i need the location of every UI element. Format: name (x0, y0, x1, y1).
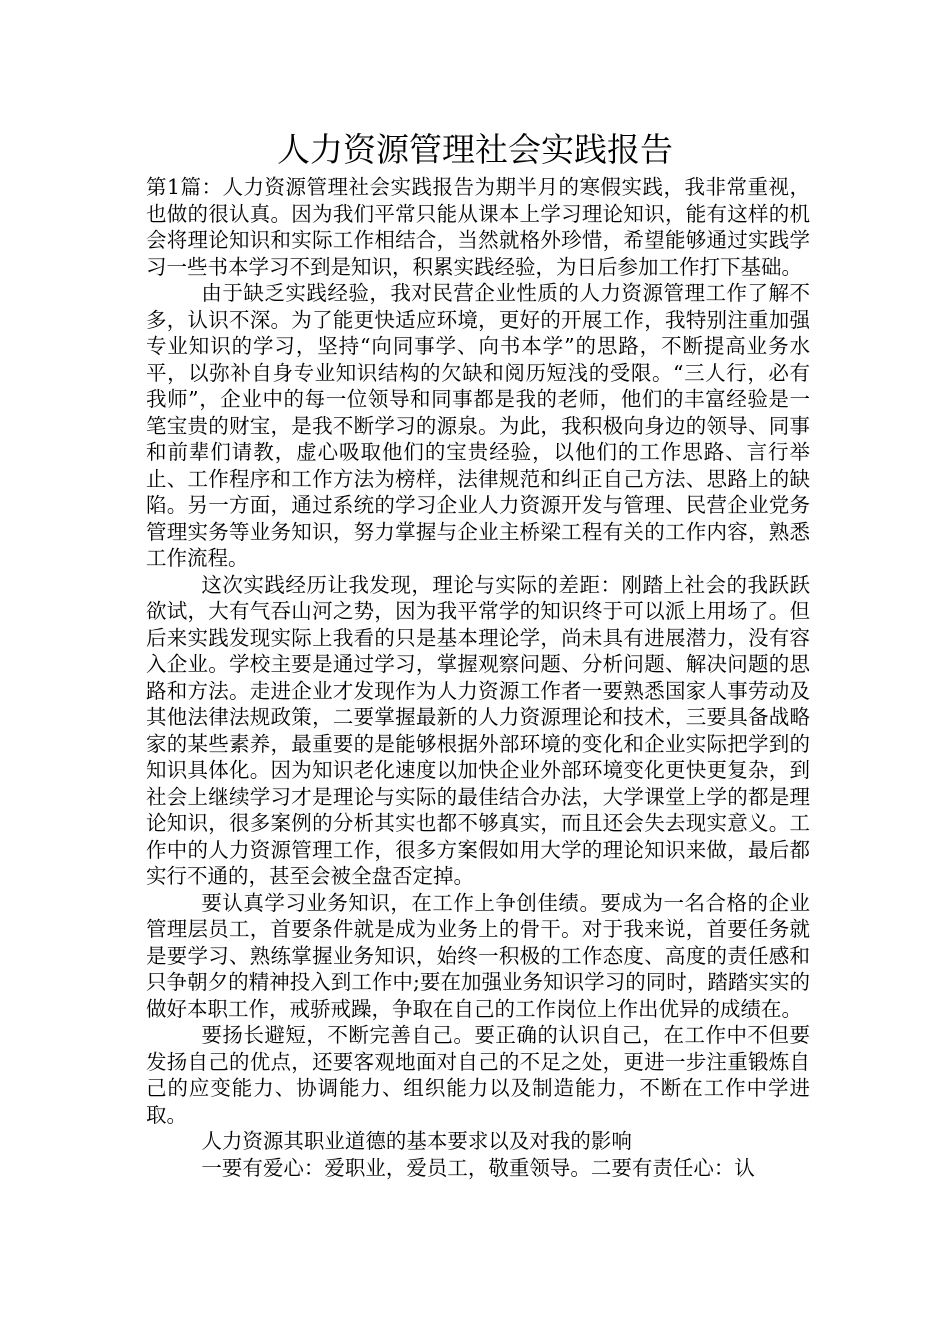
document-body (146, 174, 810, 1181)
paragraph-ethics-requirements: 一要有爱心：爱职业，爱员工，敬重领导。二要有责任心：认 (201, 1155, 755, 1180)
paragraph-learning: 由于缺乏实践经验，我对民营企业性质的人力资源管理工作了解不多，认识不深。为了能更快适应环境，更好的开展工作，我特别注重加强专业知识的学习，坚持“向同事学、向书本学”的思路，不断提高业务水平，以弥补自身专业知识结构的欠缺和阅历短浅的受限。“三人行，必有我师”，企业中的每一位领导和同事都是我的老师，他们的丰富经验是一笔宝贵的财宝，是我不断学习的源泉。为此，我积极向身边的领导、同事和前辈们请教，虚心吸取他们的宝贵经验，以他们的工作思路、言行举止、工作程序和工作方法为榜样，法律规范和纠正自己方法、思路上的缺陷。另一方面，通过系统的学习企业人力资源开发与管理、民营企业党务管理实务等业务知识，努力掌握与企业主桥梁工程有关的工作内容，熟悉工作流程。 (146, 281, 810, 570)
paragraph-ethics-heading: 人力资源其职业道德的基本要求以及对我的影响 (201, 1129, 632, 1153)
document-title: 人力资源管理社会实践报告 (277, 130, 673, 169)
paragraph-intro: 第1篇：人力资源管理社会实践报告为期半月的寒假实践，我非常重视，也做的很认真。因为我们平常只能从课本上学习理论知识，能有这样的机会将理论知识和实际工作相结合，当然就格外珍惜，希望能够通过实践学习一些书本学习不到是知识，积累实践经验，为日后参加工作打下基础。 (146, 175, 810, 279)
paragraph-self-improvement: 要扬长避短，不断完善自己。要正确的认识自己，在工作中不但要发扬自己的优点，还要客观地面对自己的不足之处，更进一步注重锻炼自己的应变能力、协调能力、组织能力以及制造能力，不断在工作中学进取。 (146, 1023, 810, 1127)
paragraph-business-knowledge: 要认真学习业务知识，在工作上争创佳绩。要成为一名合格的企业管理层员工，首要条件就是成为业务上的骨干。对于我来说，首要任务就是要学习、熟练掌握业务知识，始终一积极的工作态度、高度的责任感和只争朝夕的精神投入到工作中;要在加强业务知识学习的同时，踏踏实实的做好本职工作，戒骄戒躁，争取在自己的工作岗位上作出优异的成绩在。 (146, 890, 810, 1021)
paragraph-theory-practice-gap: 这次实践经历让我发现，理论与实际的差距：刚踏上社会的我跃跃欲试，大有气吞山河之势，因为我平常学的知识终于可以派上用场了。但后来实践发现实际上我看的只是基本理论学，尚未具有进展潜力，没有容入企业。学校主要是通过学习，掌握观察问题、分析问题、解决问题的思路和方法。走进企业才发现作为人力资源工作者一要熟悉国家人事劳动及其他法律法规政策，二要掌握最新的人力资源理论和技术，三要具备战略家的某些素养，最重要的是能够根据外部环境的变化和企业实际把学到的知识具体化。因为知识老化速度以加快企业外部环境变化更快更复杂，到社会上继续学习才是理论与实际的最佳结合办法，大学课堂上学的都是理论知识，很多案例的分析其实也都不够真实，而且还会失去现实意义。工作中的人力资源管理工作，很多方案假如用大学的理论知识来做，最后都实行不通的，甚至会被全盘否定掉。 (146, 572, 810, 888)
